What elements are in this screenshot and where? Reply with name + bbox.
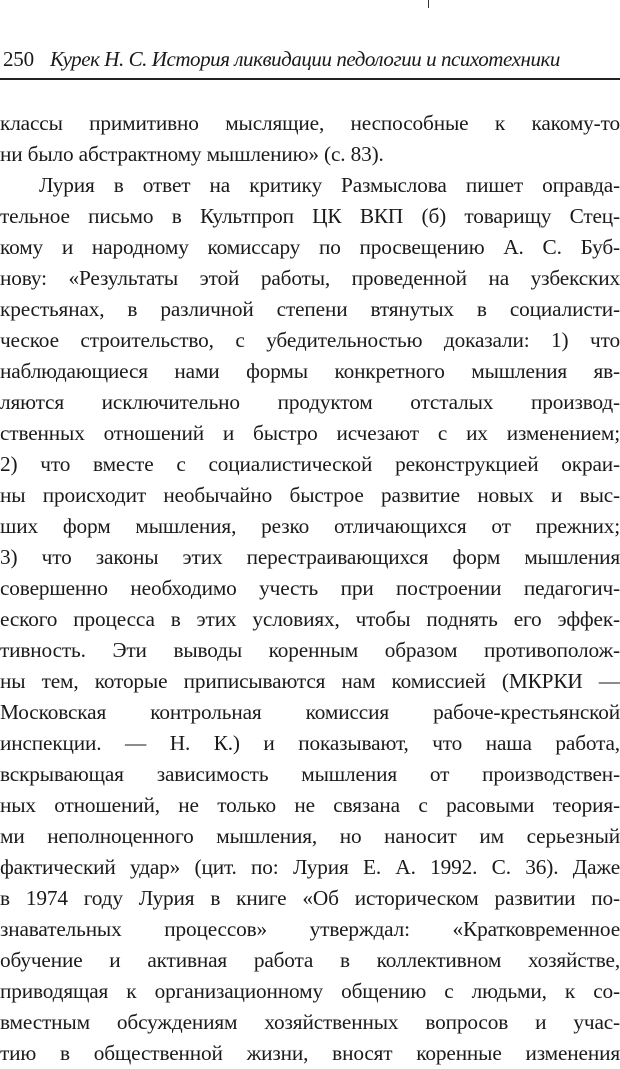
text-line: вскрывающая зависимость мышления от производствен- xyxy=(0,762,620,786)
page-number: 250 xyxy=(3,47,34,71)
text-line: тельное письмо в Культпроп ЦК ВКП (б) товарищу Стец- xyxy=(0,204,620,228)
text-line: ми неполноценного мышления, но наносит им серьезный xyxy=(0,824,620,848)
text-line: ни было абстрактному мышлению» (с. 83). xyxy=(0,142,384,166)
text-line: в 1974 году Лурия в книге «Об историческом развитии по- xyxy=(0,886,620,910)
text-line: тивность. Эти выводы коренным образом противополож- xyxy=(0,638,620,662)
body-text xyxy=(0,108,620,1069)
text-line: инспекции. — Н. К.) и показывают, что наша работа, xyxy=(0,731,620,755)
text-line: тию в общественной жизни, вносят коренные изменения xyxy=(0,1041,620,1065)
header-rule xyxy=(0,78,620,80)
text-line: ляются исключительно продуктом отсталых производ- xyxy=(0,390,620,414)
text-line: совершенно необходимо учесть при построении педагогич- xyxy=(0,576,620,600)
page-header xyxy=(0,44,620,74)
text-line: крестьянах, в различной степени втянутых в социалисти- xyxy=(0,297,620,321)
text-line: еского процесса в этих условиях, чтобы поднять его эффек- xyxy=(0,607,620,631)
text-line: ны тем, которые приписываются нам комиссией (МКРКИ — xyxy=(0,669,620,693)
text-line: ственных отношений и быстро исчезают с их изменением; xyxy=(0,421,620,445)
text-line: ших форм мышления, резко отличающихся от прежних; xyxy=(0,514,620,538)
text-line: классы примитивно мыслящие, неспособные к какому-то xyxy=(0,111,620,135)
text-line: приводящая к организационному общению с людьми, к со- xyxy=(0,979,620,1003)
text-line: Лурия в ответ на критику Размыслова пишет оправда- xyxy=(39,173,620,197)
text-line: знавательных процессов» утверждал: «Кратковременное xyxy=(0,917,620,941)
scan-mark xyxy=(428,0,429,8)
text-line: кому и народному комиссару по просвещению А. С. Буб- xyxy=(0,235,620,259)
text-line: ных отношений, не только не связана с расовыми теория- xyxy=(0,793,620,817)
text-line: 2) что вместе с социалистической реконструкцией окраи- xyxy=(0,452,620,476)
text-line: фактический удар» (цит. по: Лурия Е. А. 1992. С. 36). Даже xyxy=(0,855,620,879)
running-title: Курек Н. С. История ликвидации педологии и психотехники xyxy=(50,47,560,71)
text-line: вместным обсуждениям хозяйственных вопросов и учас- xyxy=(0,1010,620,1034)
text-line: нову: «Результаты этой работы, проведенной на узбекских xyxy=(0,266,620,290)
text-line: Московская контрольная комиссия рабоче-крестьянской xyxy=(0,700,620,724)
text-line: ческое строительство, с убедительностью доказали: 1) что xyxy=(0,328,620,352)
text-line: ны происходит необычайно быстрое развитие новых и выс- xyxy=(0,483,620,507)
text-line: обучение и активная работа в коллективном хозяйстве, xyxy=(0,948,620,972)
text-line: 3) что законы этих перестраивающихся форм мышления xyxy=(0,545,620,569)
text-line: наблюдающиеся нами формы конкретного мышления яв- xyxy=(0,359,620,383)
